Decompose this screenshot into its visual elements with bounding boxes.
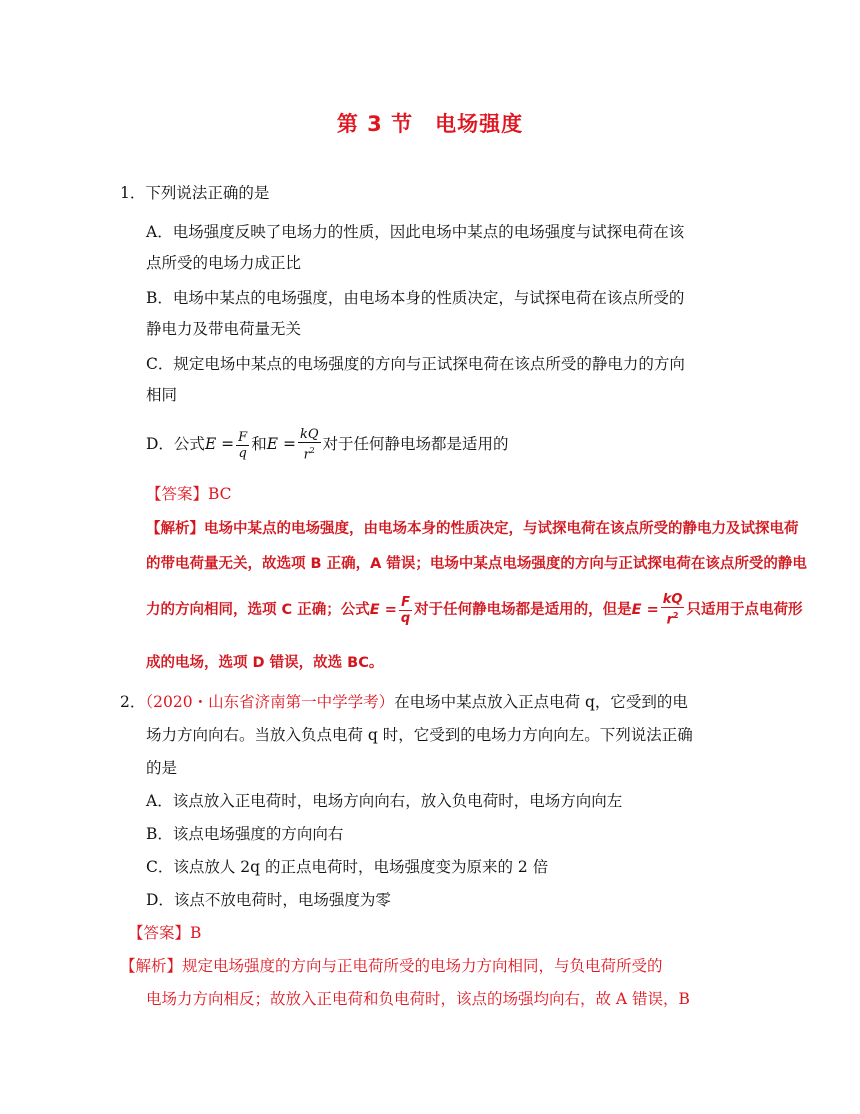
q2-option-c: C．该点放人 2q 的正点电荷时，电场强度变为原来的 2 倍 (146, 858, 549, 876)
q1-explanation-line1: 【解析】电场中某点的电场强度，由电场本身的性质决定，与试探电荷在该点所受的静电力及试探电荷 (146, 521, 799, 537)
q2-answer: 【答案】B (128, 924, 202, 942)
formula-e-lhs: E = (204, 435, 235, 453)
q1-explanation-line3: 力的方向相同，选项 C 正确；公式E = $\frac{F}{q}$ 对于任何静电场都是适用的，但是E = $\frac{kQ}{r^2}$ 只适用于点电荷形 (146, 592, 803, 628)
q1-option-b-line1: B．电场中某点的电场强度，由电场本身的性质决定，与试探电荷在该点所受的 (146, 289, 685, 307)
q1-option-d (146, 426, 509, 463)
q2-option-a: A．该点放入正电荷时，电场方向向右，放入负电荷时，电场方向向左 (146, 792, 623, 810)
q2-explanation-tag: 【解析】 (120, 957, 183, 975)
q1-option-c-line2: 相同 (146, 386, 178, 404)
q1-option-c-line1: C．规定电场中某点的电场强度的方向与正试探电荷在该点所受的静电力的方向 (146, 355, 685, 373)
q2-explanation-line1: 【解析】规定电场强度的方向与正电荷所受的电场力方向相同，与负电荷所受的 (120, 957, 663, 975)
q2-option-d: D．该点不放电荷时，电场强度为零 (146, 891, 391, 909)
q2-source: （2020・山东省济南第一中学学考） (145, 693, 395, 711)
q2-stem-line2: 场力方向向右。当放入负点电荷 q 时，它受到的电场力方向向左。下列说法正确 (146, 726, 693, 744)
q2-option-b: B．该点电场强度的方向向右 (146, 825, 344, 843)
q1-answer: 【答案】BC (146, 485, 232, 503)
q1-option-a-line2: 点所受的电场力成正比 (146, 254, 302, 272)
q1-option-b-line2: 静电力及带电荷量无关 (146, 320, 302, 338)
q2-number: 2． (120, 693, 146, 711)
q1-option-d-mid: 和 (251, 435, 267, 453)
q2-stem-text: 在电场中某点放入正点电荷 q，它受到的电 (394, 693, 688, 711)
q1-option-d-prefix: D．公式 (146, 435, 205, 453)
q1-option-d-suffix: 对于任何静电场都是适用的 (322, 435, 509, 453)
q1-explanation-line2: 的带电荷量无关，故选项 B 正确，A 错误；电场中某点电场强度的方向与正试探电荷在该点所受的静电 (146, 556, 807, 572)
formula-kq-over-r2: $\frac{kQ}{r^2}$ (299, 427, 319, 463)
page-title: 第 3 节 电场强度 (336, 112, 524, 136)
formula-e2-lhs: E = (266, 435, 296, 453)
q2-stem-line1 (120, 692, 688, 712)
q1-option-a-line1: A．电场强度反映了电场力的性质，因此电场中某点的电场强度与试探电荷在该 (146, 223, 685, 241)
q1-explanation-line4: 成的电场，选项 D 错误，故选 BC。 (146, 655, 384, 671)
q2-stem-line3: 的是 (146, 759, 178, 777)
q2-explanation-line2: 电场力方向相反；故放入正电荷和负电荷时，该点的场强均向右，故 A 错误，B (146, 990, 690, 1008)
formula-f-over-q: $\frac{F}{q}$ (238, 429, 248, 461)
q1-stem: 1．下列说法正确的是 (120, 184, 270, 202)
